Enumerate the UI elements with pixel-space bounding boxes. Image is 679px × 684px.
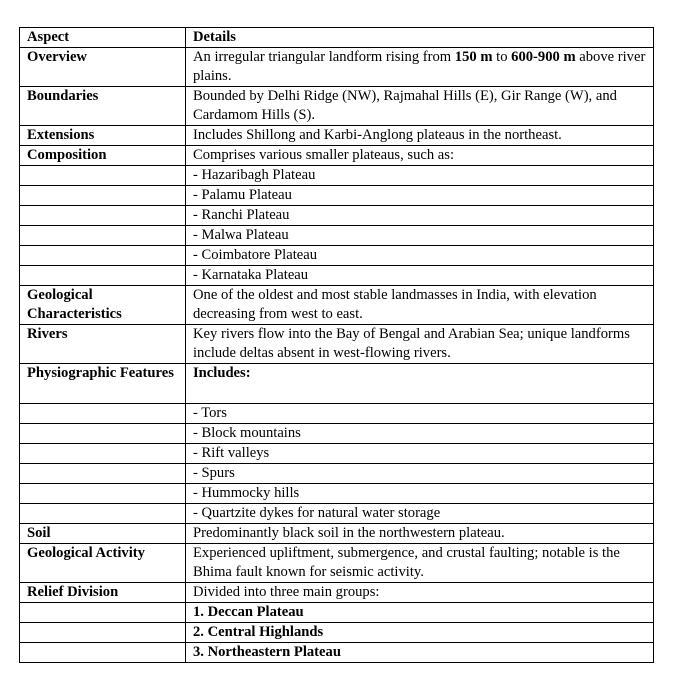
list-item: [186, 623, 654, 643]
list-item-row: [20, 484, 654, 504]
list-item-row: [20, 603, 654, 623]
list-item: - Rift valleys: [186, 444, 654, 464]
empty-aspect-cell: [20, 603, 186, 623]
empty-aspect-cell: [20, 246, 186, 266]
list-item-row: [20, 186, 654, 206]
list-item: - Malwa Plateau: [186, 226, 654, 246]
landform-details-table: [19, 27, 654, 663]
list-item-row: [20, 246, 654, 266]
list-item: - Spurs: [186, 464, 654, 484]
header-details: Details: [186, 28, 654, 48]
details-bold-value: 150 m: [454, 49, 493, 65]
list-item: [186, 603, 654, 623]
aspect-cell: Overview: [20, 48, 186, 87]
details-cell: [186, 48, 654, 87]
aspect-cell: Geological Characteristics: [20, 286, 186, 325]
table-row: [20, 544, 654, 583]
list-item: - Karnataka Plateau: [186, 266, 654, 286]
aspect-cell: Soil: [20, 524, 186, 544]
details-text: An irregular triangular landform rising from: [193, 49, 455, 65]
table-header-row: [20, 28, 654, 48]
details-text: above river plains.: [193, 49, 646, 84]
details-cell: Divided into three main groups:: [186, 583, 654, 603]
list-item: - Ranchi Plateau: [186, 206, 654, 226]
list-item-row: [20, 643, 654, 663]
list-item-bold: 2. Central Highlands: [193, 624, 324, 640]
details-bold-text: Includes:: [193, 365, 251, 381]
empty-aspect-cell: [20, 643, 186, 663]
table-row: [20, 126, 654, 146]
list-item: - Hazaribagh Plateau: [186, 166, 654, 186]
aspect-cell: Composition: [20, 146, 186, 166]
aspect-cell: Extensions: [20, 126, 186, 146]
list-item-bold: 3. Northeastern Plateau: [193, 644, 341, 660]
list-item-row: [20, 226, 654, 246]
details-cell: Key rivers flow into the Bay of Bengal and Arabian Sea; unique landforms include deltas absent in west-flowing rivers.: [186, 325, 654, 364]
aspect-cell: Physiographic Features: [20, 364, 186, 404]
list-item-row: [20, 424, 654, 444]
details-cell: [186, 364, 654, 404]
table-row: [20, 583, 654, 603]
list-item-row: [20, 444, 654, 464]
list-item-row: [20, 623, 654, 643]
table-row: [20, 325, 654, 364]
details-text: to: [492, 49, 512, 65]
aspect-cell: Boundaries: [20, 87, 186, 126]
empty-aspect-cell: [20, 166, 186, 186]
list-item: - Quartzite dykes for natural water storage: [186, 504, 654, 524]
list-item-row: [20, 404, 654, 424]
details-cell: Experienced upliftment, submergence, and crustal faulting; notable is the Bhima fault known for seismic activity.: [186, 544, 654, 583]
empty-aspect-cell: [20, 424, 186, 444]
list-item-row: [20, 504, 654, 524]
list-item: - Block mountains: [186, 424, 654, 444]
empty-aspect-cell: [20, 226, 186, 246]
list-item-row: [20, 464, 654, 484]
table-row: [20, 87, 654, 126]
empty-aspect-cell: [20, 484, 186, 504]
details-cell: Predominantly black soil in the northwestern plateau.: [186, 524, 654, 544]
aspect-cell: Geological Activity: [20, 544, 186, 583]
list-item: - Palamu Plateau: [186, 186, 654, 206]
empty-aspect-cell: [20, 186, 186, 206]
details-cell: Bounded by Delhi Ridge (NW), Rajmahal Hills (E), Gir Range (W), and Cardamom Hills (S).: [186, 87, 654, 126]
empty-aspect-cell: [20, 623, 186, 643]
details-cell: Comprises various smaller plateaus, such as:: [186, 146, 654, 166]
list-item-row: [20, 266, 654, 286]
list-item: - Hummocky hills: [186, 484, 654, 504]
details-cell: Includes Shillong and Karbi-Anglong plateaus in the northeast.: [186, 126, 654, 146]
details-cell: One of the oldest and most stable landmasses in India, with elevation decreasing from west to east.: [186, 286, 654, 325]
empty-aspect-cell: [20, 464, 186, 484]
empty-aspect-cell: [20, 206, 186, 226]
table-row: [20, 146, 654, 166]
list-item-row: [20, 206, 654, 226]
table-row: [20, 286, 654, 325]
empty-aspect-cell: [20, 444, 186, 464]
list-item-bold: 1. Deccan Plateau: [193, 604, 304, 620]
empty-aspect-cell: [20, 404, 186, 424]
aspect-cell: Relief Division: [20, 583, 186, 603]
aspect-cell: Rivers: [20, 325, 186, 364]
empty-aspect-cell: [20, 266, 186, 286]
list-item: - Tors: [186, 404, 654, 424]
empty-aspect-cell: [20, 504, 186, 524]
list-item: [186, 643, 654, 663]
list-item: - Coimbatore Plateau: [186, 246, 654, 266]
details-bold-value: 600-900 m: [511, 49, 576, 65]
table-row: [20, 48, 654, 87]
header-aspect: Aspect: [20, 28, 186, 48]
table-row: [20, 364, 654, 404]
list-item-row: [20, 166, 654, 186]
table-row: [20, 524, 654, 544]
